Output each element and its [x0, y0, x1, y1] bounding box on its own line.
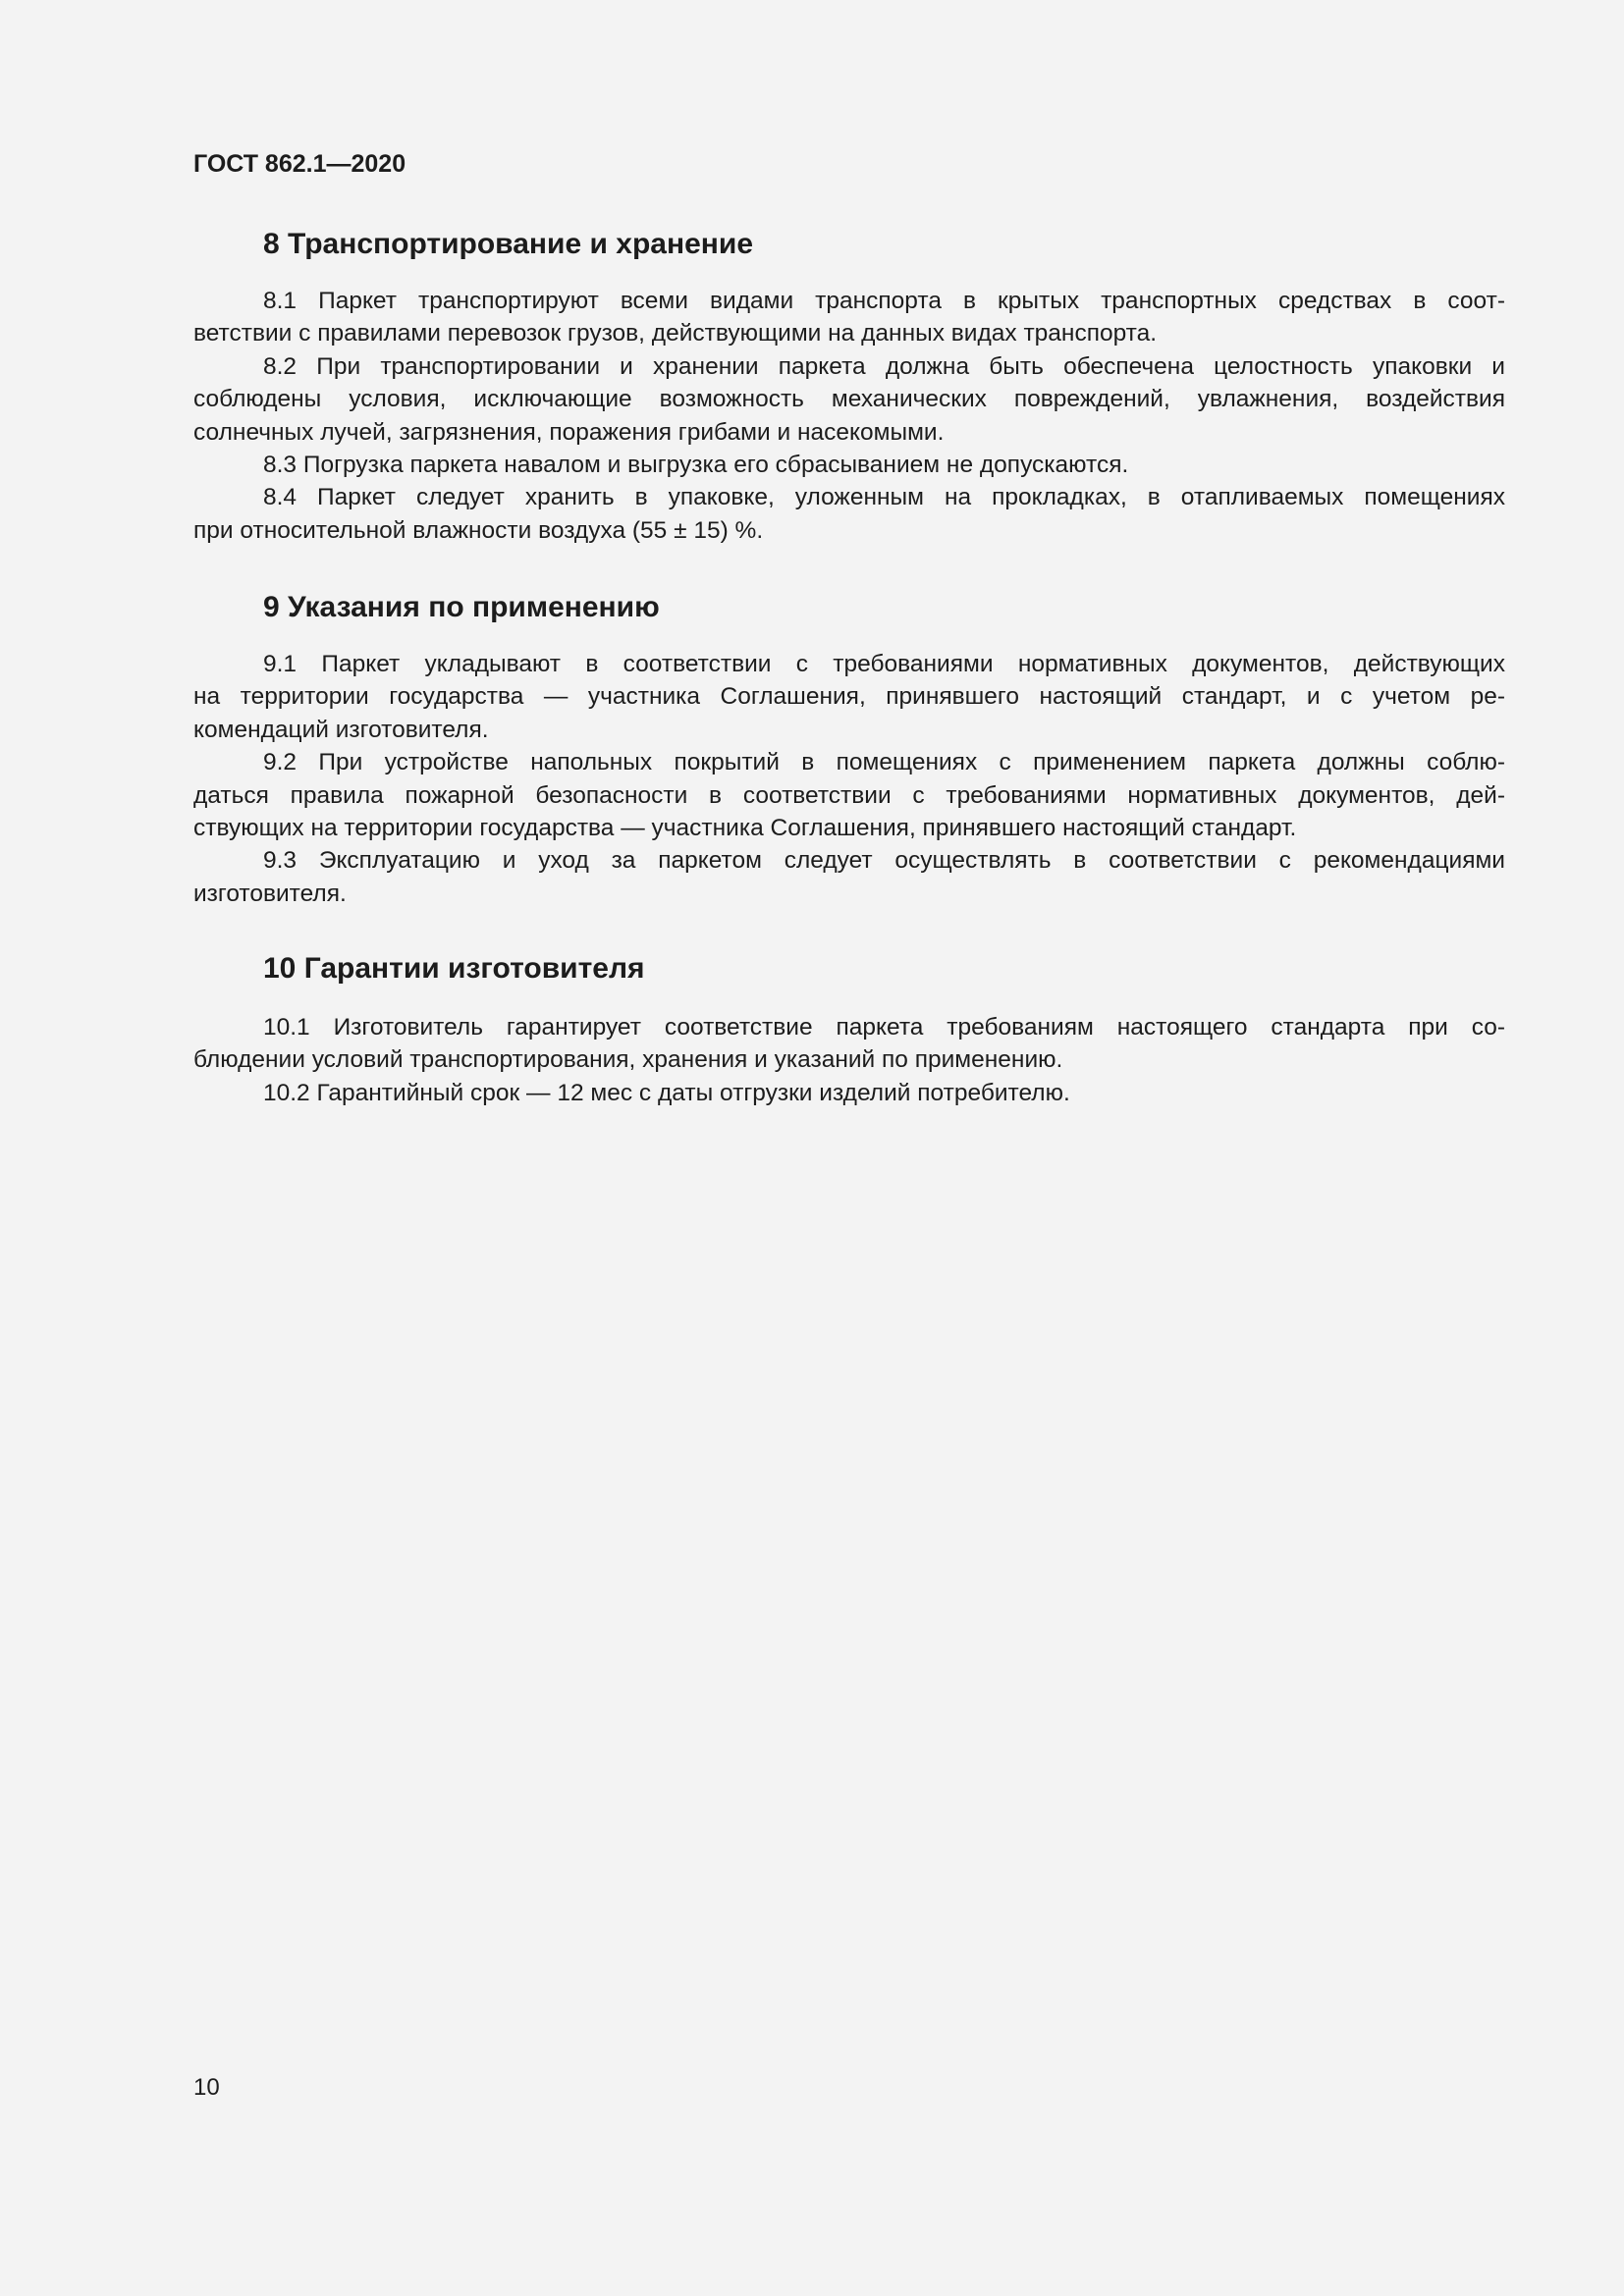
paragraph	[193, 449, 1505, 481]
paragraph-line: изготовителя.	[193, 880, 347, 907]
paragraph-line: блюдении условий транспортирования, хранения и указаний по применению.	[193, 1046, 1063, 1074]
paragraph-line: соблюдены условия, исключающие возможность механических повреждений, увлажнения, воздействия	[193, 386, 1505, 413]
paragraph-line: даться правила пожарной безопасности в соответствии с требованиями нормативных документов, дей-	[193, 781, 1505, 809]
section-9-body	[193, 648, 1505, 910]
paragraph	[193, 285, 1505, 350]
paragraph	[193, 844, 1505, 910]
paragraph	[193, 350, 1505, 449]
section-heading: 10 Гарантии изготовителя	[263, 952, 645, 985]
document-header: ГОСТ 862.1—2020	[193, 150, 406, 178]
paragraph-line: 8.3 Погрузка паркета навалом и выгрузка его сбрасыванием не допускаются.	[263, 451, 1129, 478]
section-9	[193, 588, 1505, 627]
paragraph-line: 8.1 Паркет транспортируют всеми видами транспорта в крытых транспортных средствах в соот-	[263, 288, 1505, 314]
section-8	[193, 225, 1505, 264]
paragraph-line: 10.1 Изготовитель гарантирует соответствие паркета требованиям настоящего стандарта при со-	[263, 1014, 1505, 1041]
paragraph-line: 9.2 При устройстве напольных покрытий в помещениях с применением паркета должны соблю-	[263, 749, 1505, 776]
section-10-body	[193, 1011, 1505, 1109]
paragraph-line: при относительной влажности воздуха (55 ± 15) %.	[193, 516, 764, 544]
paragraph	[193, 1011, 1505, 1077]
paragraph-line: 8.4 Паркет следует хранить в упаковке, уложенным на прокладках, в отапливаемых помещениях	[263, 484, 1505, 511]
paragraph-line: 9.1 Паркет укладывают в соответствии с требованиями нормативных документов, действующих	[263, 651, 1505, 677]
paragraph	[193, 746, 1505, 844]
paragraph-line: солнечных лучей, загрязнения, поражения грибами и насекомыми.	[193, 418, 945, 446]
paragraph	[193, 1077, 1505, 1109]
page-number: 10	[193, 2074, 220, 2101]
paragraph-line: 8.2 При транспортировании и хранении паркета должна быть обеспечена целостность упаковки и	[263, 352, 1505, 380]
paragraph-line: 9.3 Эксплуатацию и уход за паркетом следует осуществлять в соответствии с рекомендациями	[263, 847, 1505, 875]
section-10	[193, 949, 1505, 988]
paragraph-line: на территории государства — участника Соглашения, принявшего настоящий стандарт, и с учетом ре-	[193, 683, 1505, 711]
paragraph-line: ствующих на территории государства — участника Соглашения, принявшего настоящий стандарт.	[193, 814, 1297, 841]
paragraph	[193, 481, 1505, 547]
paragraph-line: комендаций изготовителя.	[193, 716, 489, 743]
paragraph-line: ветствии с правилами перевозок грузов, действующими на данных видах транспорта.	[193, 320, 1158, 347]
section-heading: 9 Указания по применению	[263, 591, 660, 623]
section-8-body	[193, 285, 1505, 547]
section-heading: 8 Транспортирование и хранение	[263, 228, 754, 260]
paragraph-line: 10.2 Гарантийный срок — 12 мес с даты отгрузки изделий потребителю.	[263, 1079, 1070, 1106]
paragraph	[193, 648, 1505, 746]
